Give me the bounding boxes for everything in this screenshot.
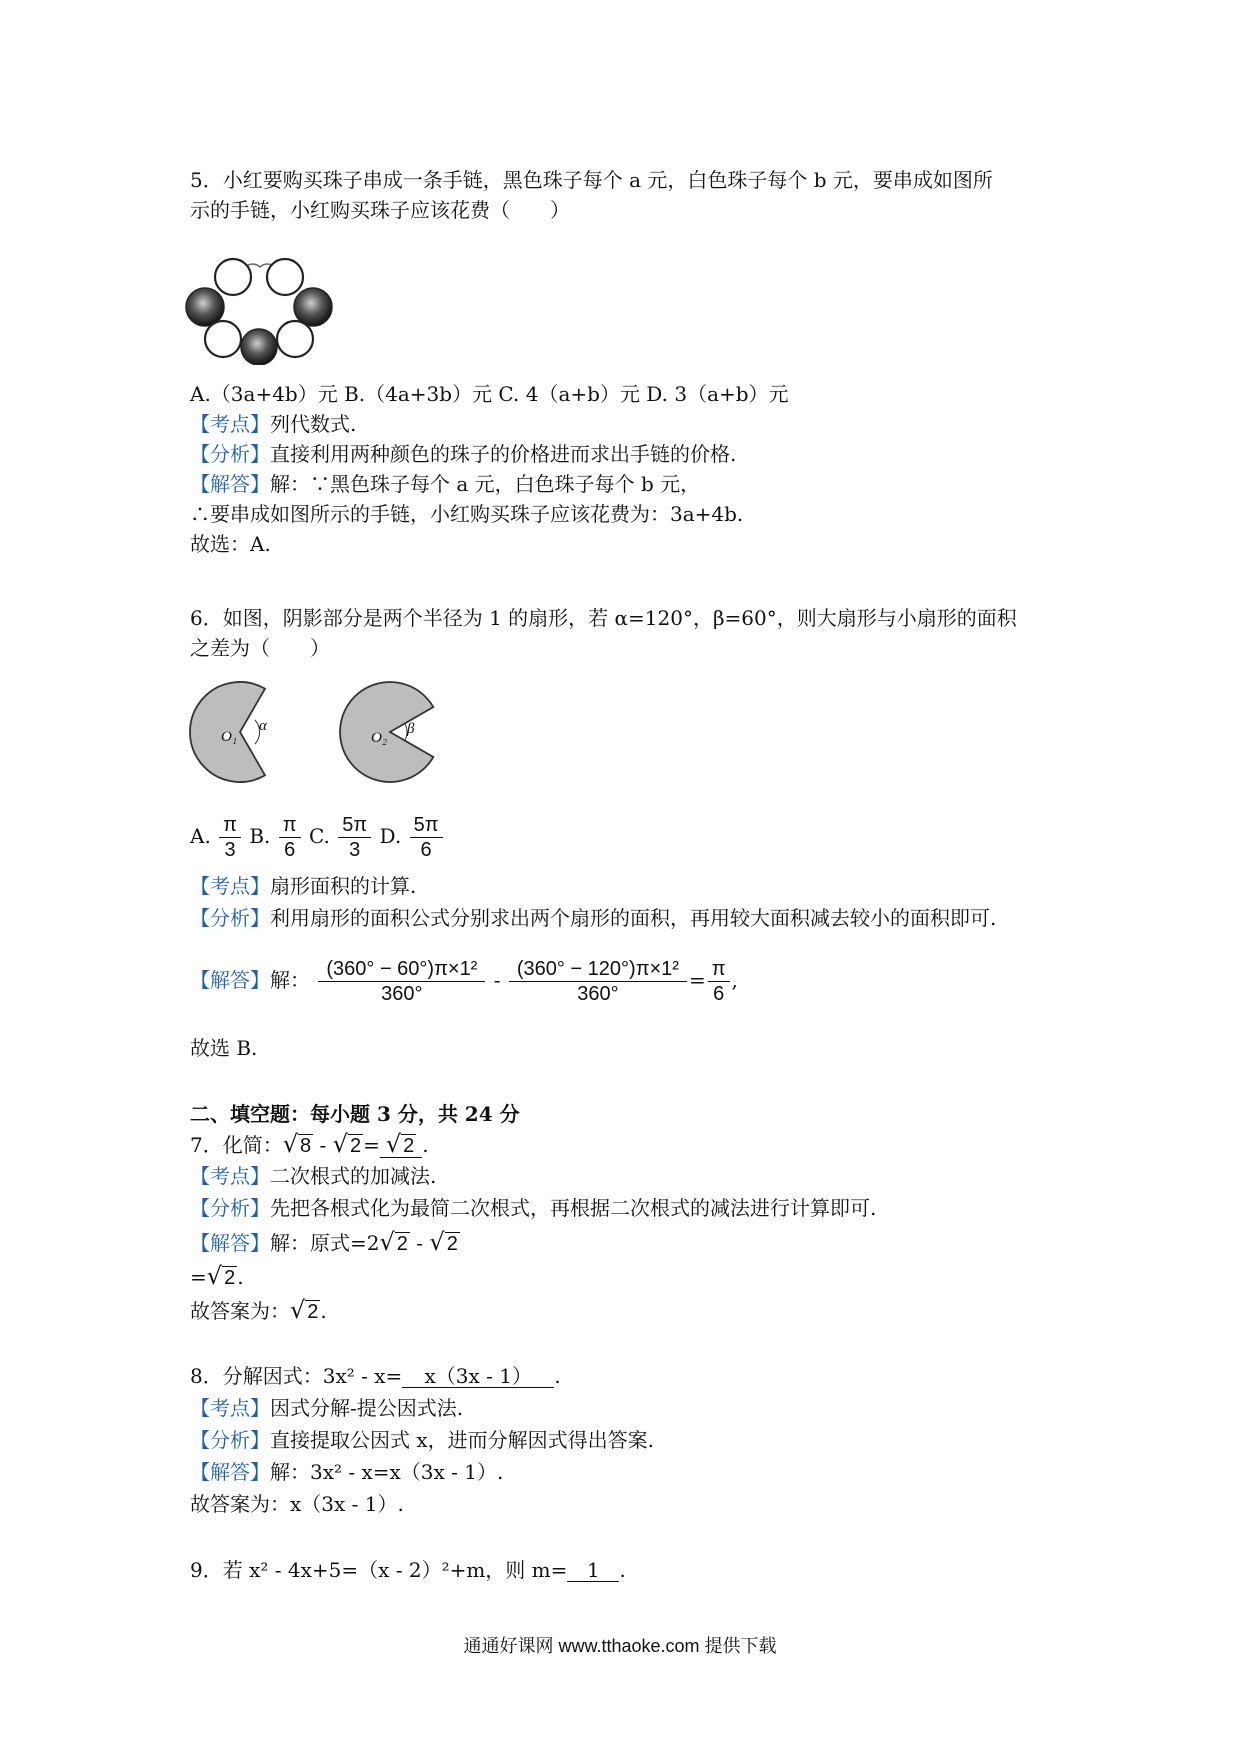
fenxi-text: 利用扇形的面积公式分别求出两个扇形的面积，再用较大面积减去较小的面积即可. — [270, 906, 997, 930]
q8-fenxi — [190, 1426, 654, 1454]
sqrt-8: √ 8 — [282, 1130, 312, 1158]
fenxi-tag: 【分析】 — [190, 1196, 270, 1220]
kaodian-tag: 【考点】 — [190, 412, 270, 436]
kaodian-text: 因式分解-提公因式法. — [270, 1396, 464, 1420]
q7-kaodian — [190, 1162, 436, 1190]
q7-jieda: 【解答】解：原式=2√ 2 - √ 2 — [190, 1228, 458, 1256]
kaodian-text: 列代数式. — [270, 412, 357, 436]
q6-stem-line2: 之差为（ ） — [190, 636, 330, 660]
q6-frac-c: $\frac{5\pi}{3}$ — [338, 813, 371, 862]
sqrt-2: √ 2 — [332, 1130, 362, 1158]
jieda-tag: 【解答】 — [190, 968, 270, 992]
q6-eq: = — [688, 968, 706, 992]
q6-opt-a: A. — [190, 824, 211, 848]
beta-label: β — [407, 721, 415, 737]
q8-stem-prefix: 8．分解因式：3x² - x= — [190, 1364, 403, 1388]
section2-title: 二、填空题：每小题 3 分，共 24 分 — [190, 1102, 520, 1126]
page-footer: 通通好课网 www.tthaoke.com 提供下载 — [463, 1636, 777, 1656]
q6-kaodian — [190, 872, 416, 900]
jieda-text: 解：∵黑色珠子每个 a 元，白色珠子每个 b 元， — [270, 472, 701, 496]
sector-figure — [185, 675, 445, 790]
q5-jieda — [190, 470, 700, 498]
jieda-prefix: 解： — [270, 968, 310, 992]
o1-label: O₁ — [221, 729, 238, 745]
q8-answer: 故答案为：x（3x - 1）. — [190, 1492, 404, 1516]
q9-stem-prefix: 9．若 x² - 4x+5=（x - 2）²+m，则 m= — [190, 1558, 568, 1582]
q7-jieda-line2: =√ 2 . — [190, 1262, 244, 1290]
q6-options — [190, 808, 445, 864]
q6-fraction-2: $\frac{\text{(360° − 120°)π×1²}}{360^\circ}$ — [509, 957, 687, 1006]
q5-stem-line1: 5．小红要购买珠子串成一条手链，黑色珠子每个 a 元，白色珠子每个 b 元，要串成如图所 — [190, 168, 993, 192]
black-bead — [294, 288, 332, 326]
q5-stem-line2: 示的手链，小红购买珠子应该花费（ ） — [190, 198, 570, 222]
o2-label: O₂ — [371, 730, 388, 746]
white-bead — [215, 259, 251, 295]
fenxi-tag: 【分析】 — [190, 1428, 270, 1452]
fenxi-text: 直接利用两种颜色的珠子的价格进而求出手链的价格. — [270, 442, 737, 466]
q8-answer-blank: x（3x - 1） — [402, 1365, 554, 1388]
q7-answer-blank: √ 2 — [380, 1133, 422, 1158]
q7-fenxi — [190, 1194, 876, 1222]
jieda-text: 解：3x² - x=x（3x - 1）. — [270, 1460, 504, 1484]
kaodian-text: 二次根式的加减法. — [270, 1164, 437, 1188]
jieda-prefix: 解：原式=2 — [270, 1231, 380, 1255]
jieda-tag: 【解答】 — [190, 1460, 270, 1484]
black-bead — [241, 329, 277, 365]
fenxi-text: 直接提取公因式 x，进而分解因式得出答案. — [270, 1428, 654, 1452]
q8-kaodian — [190, 1394, 463, 1422]
kaodian-tag: 【考点】 — [190, 1396, 270, 1420]
q6-jieda — [190, 952, 738, 1008]
black-bead — [186, 288, 224, 326]
q5-fenxi — [190, 440, 736, 468]
q6-fraction-3: $\frac{\pi}{6}$ — [708, 957, 730, 1006]
jieda-tag: 【解答】 — [190, 472, 270, 496]
q8-stem: 8．分解因式：3x² - x= x（3x - 1） . — [190, 1364, 561, 1388]
q9-stem: 9．若 x² - 4x+5=（x - 2）²+m，则 m= 1 . — [190, 1558, 626, 1582]
kaodian-tag: 【考点】 — [190, 874, 270, 898]
q8-jieda — [190, 1458, 503, 1486]
q7-eq: = — [363, 1133, 380, 1157]
q6-fraction-1: $\frac{\text{(360° − 60°)π×1²}}{360^\circ}$ — [318, 957, 485, 1006]
q6-tail: , — [731, 968, 738, 992]
fenxi-tag: 【分析】 — [190, 442, 270, 466]
q7-stem-prefix: 7．化简： — [190, 1133, 283, 1157]
q6-fenxi — [190, 904, 996, 932]
q5-answer: 故选：A. — [190, 532, 271, 556]
q6-minus: - — [493, 968, 501, 992]
q6-frac-a: $\frac{\pi}{3}$ — [219, 813, 241, 862]
q9-answer-blank: 1 — [567, 1559, 619, 1582]
q6-frac-b: $\frac{\pi}{6}$ — [279, 813, 301, 862]
q6-opt-b: B. — [249, 824, 271, 848]
kaodian-tag: 【考点】 — [190, 1164, 270, 1188]
white-bead — [205, 321, 241, 357]
q6-answer: 故选 B. — [190, 1036, 258, 1060]
alpha-label: α — [259, 718, 267, 734]
q5-options: A.（3a+4b）元 B.（4a+3b）元 C. 4（a+b）元 D. 3（a+b）元 — [190, 382, 789, 406]
jieda-tag: 【解答】 — [190, 1231, 270, 1255]
q6-frac-d: $\frac{5\pi}{6}$ — [410, 813, 443, 862]
q5-kaodian — [190, 410, 356, 438]
white-bead — [267, 259, 303, 295]
q7-answer: 故答案为：√ 2 . — [190, 1296, 327, 1324]
q6-opt-c: C. — [308, 824, 330, 848]
white-bead — [277, 321, 313, 357]
q7-end: . — [422, 1133, 429, 1157]
q6-opt-d: D. — [379, 824, 402, 848]
q5-jieda-line2: ∴要串成如图所示的手链，小红购买珠子应该花费为：3a+4b. — [190, 502, 744, 526]
fenxi-text: 先把各根式化为最简二次根式，再根据二次根式的减法进行计算即可. — [270, 1196, 877, 1220]
q7-stem — [190, 1130, 429, 1160]
q7-minus: - — [313, 1133, 333, 1157]
bracelet-figure — [185, 255, 335, 365]
q6-stem-line1: 6．如图，阴影部分是两个半径为 1 的扇形，若 α=120°，β=60°，则大扇形与小扇形的面积 — [190, 606, 1017, 630]
kaodian-text: 扇形面积的计算. — [270, 874, 417, 898]
fenxi-tag: 【分析】 — [190, 906, 270, 930]
